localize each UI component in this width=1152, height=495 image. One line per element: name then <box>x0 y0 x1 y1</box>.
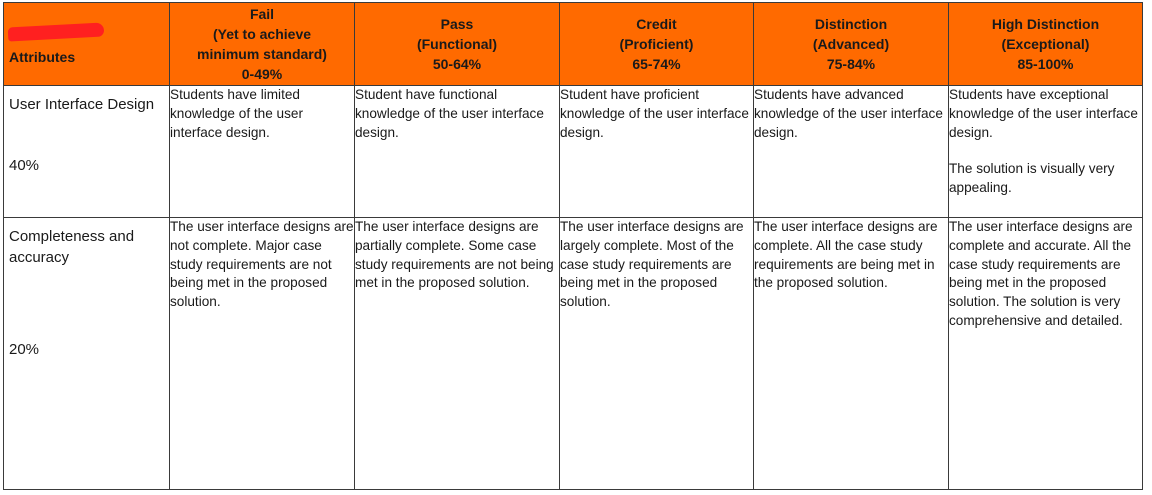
level-descriptor: (Yet to achieve <box>212 26 312 42</box>
criterion-text: Student have proficient knowledge of the user interface design. <box>560 87 749 140</box>
table-row <box>4 218 1143 490</box>
level-title: Fail <box>249 6 275 22</box>
criterion-cell <box>560 218 754 490</box>
criterion-text: The user interface designs are complete. All the case study requirements are being met in the proposed solution. <box>754 219 938 291</box>
criterion-cell <box>949 218 1143 490</box>
level-header-fail <box>170 3 355 86</box>
level-descriptor: (Exceptional) <box>1001 36 1090 52</box>
level-title: High Distinction <box>991 16 1100 32</box>
level-title: Credit <box>636 16 677 32</box>
criterion-cell <box>754 218 949 490</box>
attribute-weight: 40% <box>9 157 40 174</box>
attribute-weight: 20% <box>9 341 40 358</box>
rubric-table <box>3 2 1143 490</box>
level-descriptor: (Advanced) <box>812 36 890 52</box>
criterion-text: Students have advanced knowledge of the user interface design. <box>754 87 943 140</box>
redaction-mark <box>8 22 105 41</box>
criterion-cell <box>170 218 355 490</box>
level-range: 0-49% <box>241 66 283 82</box>
criterion-cell <box>170 86 355 218</box>
attribute-name: Completeness and accuracy <box>9 228 135 266</box>
criterion-text: Students have exceptional knowledge of the user interface design. <box>949 87 1138 140</box>
criterion-cell <box>355 86 560 218</box>
level-range: 50-64% <box>432 56 482 72</box>
criterion-text: The user interface designs are complete and accurate. All the case study requirements are being met in the proposed solution. The solution is very comprehensive and detailed. <box>949 219 1133 328</box>
attributes-header-label: Attributes <box>9 49 76 65</box>
criterion-text-extra: The solution is visually very appealing. <box>949 161 1115 196</box>
level-header-distinction <box>754 3 949 86</box>
attribute-cell <box>4 86 170 218</box>
criterion-cell <box>560 86 754 218</box>
level-title: Distinction <box>814 16 888 32</box>
criterion-text: The user interface designs are largely complete. Most of the case study requirements are being met in the proposed solution. <box>560 219 744 310</box>
criterion-text: Student have functional knowledge of the user interface design. <box>355 87 544 140</box>
level-header-pass <box>355 3 560 86</box>
attributes-header-cell <box>4 3 170 86</box>
header-row <box>4 3 1143 86</box>
level-header-credit <box>560 3 754 86</box>
level-descriptor: (Proficient) <box>619 36 694 52</box>
level-range: 75-84% <box>826 56 876 72</box>
level-descriptor: (Functional) <box>416 36 498 52</box>
level-header-high-distinction <box>949 3 1143 86</box>
criterion-text: Students have limited knowledge of the user interface design. <box>170 87 304 140</box>
level-range: 65-74% <box>632 56 681 72</box>
criterion-cell <box>754 86 949 218</box>
attribute-name: User Interface Design <box>9 96 155 113</box>
criterion-cell <box>355 218 560 490</box>
table-row <box>4 86 1143 218</box>
criterion-text: The user interface designs are not complete. Major case study requirements are not being met in the proposed solution. <box>170 219 354 310</box>
level-range: 85-100% <box>1017 56 1074 72</box>
level-title: Pass <box>440 16 474 32</box>
level-descriptor: minimum standard) <box>197 46 327 62</box>
criterion-text: The user interface designs are partially complete. Some case study requirements are not being met in the proposed solution. <box>355 219 554 291</box>
criterion-cell <box>949 86 1143 218</box>
attribute-cell <box>4 218 170 490</box>
